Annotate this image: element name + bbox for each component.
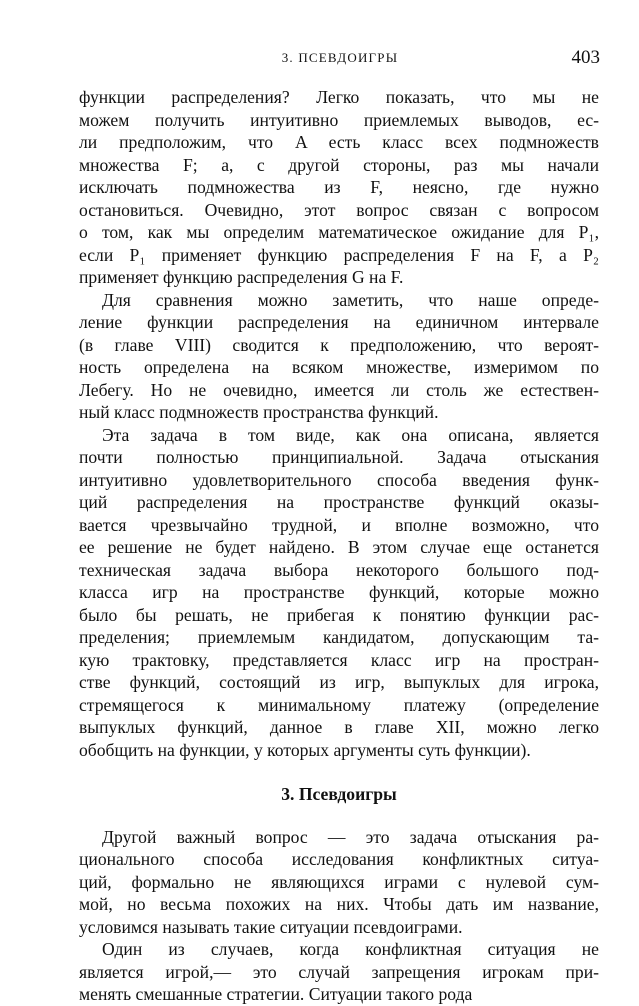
text-line: выпуклых функций, данное в главе XII, можно легко (79, 717, 599, 737)
text-line: стремящегося к минимальному платежу (определение (79, 694, 599, 715)
text-line: стве функций, состоящий из игр, выпуклых для игрока, (79, 672, 599, 692)
text-line: ный класс подмножеств пространства функций. (79, 402, 439, 422)
text-line: ций, формально не являющихся играми с нулевой сум- (79, 871, 599, 892)
text-line: если P₁ применяет функцию распределения F на F, а P₂ (79, 244, 599, 265)
text-line: (в главе VIII) сводится к предположению, что вероят- (79, 334, 599, 355)
text-line: применяет функцию распределения G на F. (79, 267, 404, 287)
text-line: Эта задача в том виде, как она описана, является (102, 424, 599, 445)
text-line: Для сравнения можно заметить, что наше опреде- (102, 289, 599, 310)
text-line: Один из случаев, когда конфликтная ситуация не (102, 939, 599, 959)
text-line: Другой важный вопрос — это задача отыскания ра- (102, 826, 599, 847)
paragraph (79, 826, 599, 939)
paragraph (79, 424, 599, 762)
body-text (79, 86, 599, 1006)
text-line: класса игр на пространстве функций, которые можно (79, 582, 599, 602)
page-number: 403 (571, 47, 600, 68)
text-line: кую трактовку, представляется класс игр на простран- (79, 649, 599, 670)
text-line: множества F; а, с другой стороны, раз мы начали (79, 154, 599, 175)
text-line: функции распределения? Легко показать, что мы не (79, 87, 599, 107)
text-line: можем получить интуитивно приемлемых выводов, ес- (79, 109, 599, 130)
text-line: ционального способа исследования конфликтных ситуа- (79, 849, 599, 869)
text-line: является игрой,— это случай запрещения игрокам при- (79, 961, 599, 982)
paragraph (79, 86, 599, 289)
text-line: техническая задача выбора некоторого большого под- (79, 559, 599, 580)
text-line: ность определена на всяком множестве, измеримом по (79, 357, 599, 377)
section-heading: 3. Псевдоигры (281, 784, 397, 804)
text-line: Лебегу. Но не очевидно, имеется ли столь же естествен- (79, 379, 599, 400)
section-paragraphs (79, 826, 599, 1006)
running-title: 3. ПСЕВДОИГРЫ (281, 50, 399, 65)
text-line: условимся называть такие ситуации псевдоиграми. (79, 916, 463, 937)
text-line: обобщить на функции, у которых аргументы суть функции). (79, 739, 531, 760)
text-line: было бы решать, не прибегая к понятию функции рас- (79, 604, 599, 625)
text-line: ций распределения на пространстве функций оказы- (79, 492, 599, 512)
text-line: ление функции распределения на единичном интервале (79, 312, 599, 332)
text-line: интуитивно удовлетворительного способа введения функ- (79, 469, 599, 490)
text-line: пределения; приемлемым кандидатом, допускающим та- (79, 627, 599, 647)
text-line: менять смешанные стратегии. Ситуации такого рода (79, 984, 473, 1004)
text-line: ли предположим, что A есть класс всех подмножеств (79, 132, 599, 152)
section-gap (79, 761, 599, 783)
running-head (80, 47, 600, 71)
text-line: исключать подмножества из F, неясно, где нужно (79, 177, 599, 197)
text-line: остановиться. Очевидно, этот вопрос связан с вопросом (79, 199, 599, 220)
text-line: о том, как мы определим математическое ожидание для P₁, (79, 222, 599, 242)
text-line: вается чрезвычайно трудной, и вполне возможно, что (79, 514, 599, 535)
paragraph (79, 289, 599, 424)
text-line: почти полностью принципиальной. Задача отыскания (79, 447, 599, 467)
paragraph (79, 938, 599, 1006)
text-line: мой, но весьма похожих на них. Чтобы дать им название, (79, 894, 599, 914)
paragraphs-before-section (79, 86, 599, 761)
text-line: ее решение не будет найдено. В этом случае еще останется (79, 537, 599, 557)
